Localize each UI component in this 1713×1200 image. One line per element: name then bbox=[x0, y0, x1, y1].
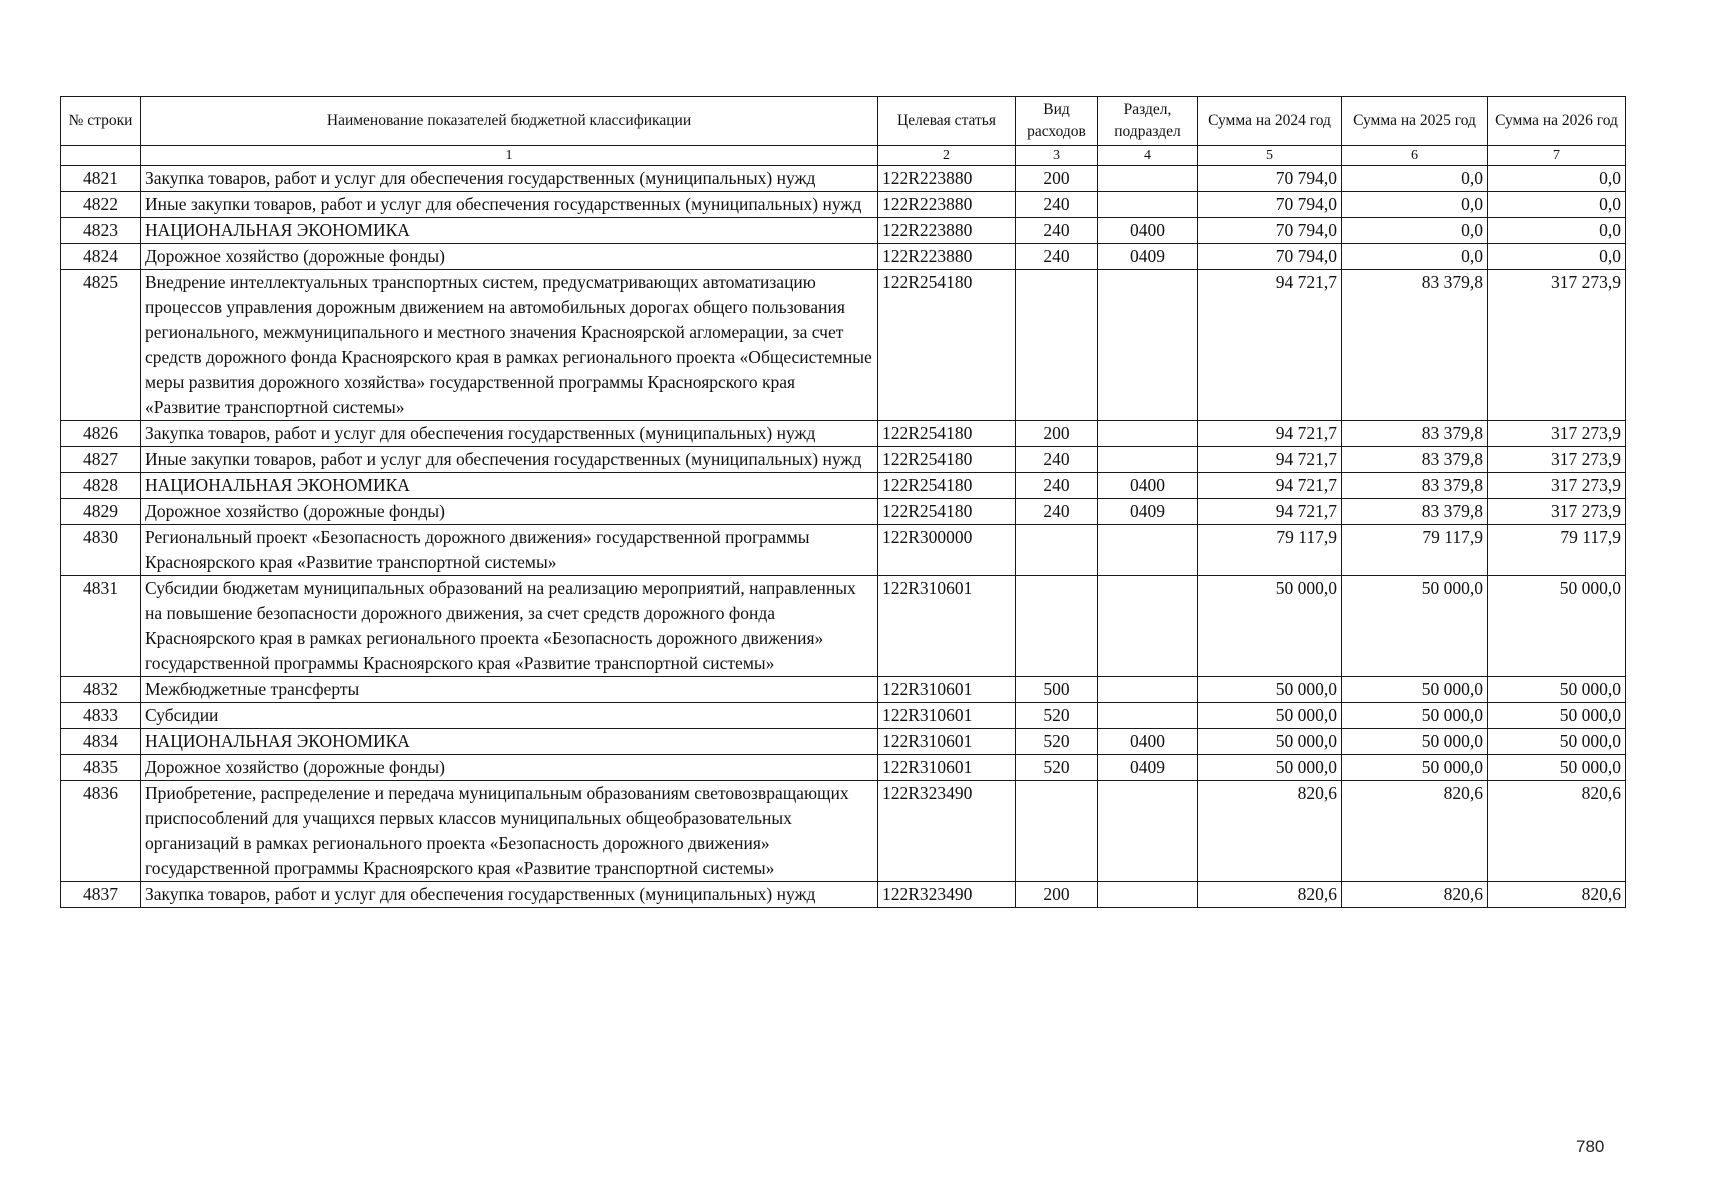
row-expense-kind bbox=[1016, 270, 1098, 421]
row-expense-kind bbox=[1016, 525, 1098, 576]
row-section bbox=[1098, 882, 1198, 908]
row-sum-2024: 820,6 bbox=[1198, 781, 1342, 882]
row-number: 4822 bbox=[61, 192, 141, 218]
row-section bbox=[1098, 576, 1198, 677]
row-sum-2026: 317 273,9 bbox=[1488, 447, 1626, 473]
row-number: 4824 bbox=[61, 244, 141, 270]
row-number: 4823 bbox=[61, 218, 141, 244]
row-sum-2026: 0,0 bbox=[1488, 218, 1626, 244]
row-sum-2026: 50 000,0 bbox=[1488, 729, 1626, 755]
header-kind: Вид расходов bbox=[1016, 97, 1098, 146]
row-sum-2025: 0,0 bbox=[1342, 244, 1488, 270]
row-target-code: 122R254180 bbox=[878, 499, 1016, 525]
row-sum-2025: 0,0 bbox=[1342, 192, 1488, 218]
row-name: НАЦИОНАЛЬНАЯ ЭКОНОМИКА bbox=[141, 473, 878, 499]
row-number: 4830 bbox=[61, 525, 141, 576]
row-section bbox=[1098, 421, 1198, 447]
row-sum-2025: 79 117,9 bbox=[1342, 525, 1488, 576]
row-number: 4826 bbox=[61, 421, 141, 447]
table-row bbox=[61, 473, 1626, 499]
row-expense-kind: 520 bbox=[1016, 755, 1098, 781]
row-sum-2025: 50 000,0 bbox=[1342, 677, 1488, 703]
row-sum-2024: 79 117,9 bbox=[1198, 525, 1342, 576]
row-name: Приобретение, распределение и передача муниципальным образованиям световозвращающих приспособлений для учащихся первых классов муниципальных общеобразовательных организаций в рамках регионального проекта «Безопасность дорожного движения» государственной программы Красноярского края «Развитие транспортной системы» bbox=[141, 781, 878, 882]
column-number-row bbox=[61, 146, 1626, 166]
column-number: 4 bbox=[1098, 146, 1198, 166]
row-target-code: 122R310601 bbox=[878, 703, 1016, 729]
table-row bbox=[61, 499, 1626, 525]
column-number: 5 bbox=[1198, 146, 1342, 166]
row-expense-kind: 240 bbox=[1016, 499, 1098, 525]
row-number: 4834 bbox=[61, 729, 141, 755]
header-section: Раздел, подраздел bbox=[1098, 97, 1198, 146]
column-number: 6 bbox=[1342, 146, 1488, 166]
row-section bbox=[1098, 447, 1198, 473]
row-target-code: 122R310601 bbox=[878, 755, 1016, 781]
row-expense-kind: 200 bbox=[1016, 421, 1098, 447]
row-expense-kind: 240 bbox=[1016, 218, 1098, 244]
table-row bbox=[61, 755, 1626, 781]
row-sum-2024: 70 794,0 bbox=[1198, 244, 1342, 270]
row-expense-kind: 520 bbox=[1016, 703, 1098, 729]
row-name: Закупка товаров, работ и услуг для обеспечения государственных (муниципальных) нужд bbox=[141, 421, 878, 447]
table-row bbox=[61, 166, 1626, 192]
row-expense-kind: 500 bbox=[1016, 677, 1098, 703]
row-sum-2025: 83 379,8 bbox=[1342, 421, 1488, 447]
row-expense-kind: 240 bbox=[1016, 192, 1098, 218]
row-target-code: 122R310601 bbox=[878, 677, 1016, 703]
table-row bbox=[61, 677, 1626, 703]
row-sum-2026: 820,6 bbox=[1488, 882, 1626, 908]
column-number: 2 bbox=[878, 146, 1016, 166]
row-sum-2025: 50 000,0 bbox=[1342, 576, 1488, 677]
row-sum-2024: 50 000,0 bbox=[1198, 755, 1342, 781]
table-row bbox=[61, 218, 1626, 244]
row-target-code: 122R254180 bbox=[878, 473, 1016, 499]
table-row bbox=[61, 729, 1626, 755]
row-section bbox=[1098, 703, 1198, 729]
row-target-code: 122R254180 bbox=[878, 270, 1016, 421]
header-sum-2026: Сумма на 2026 год bbox=[1488, 97, 1626, 146]
row-sum-2025: 50 000,0 bbox=[1342, 703, 1488, 729]
row-sum-2025: 50 000,0 bbox=[1342, 729, 1488, 755]
row-name: Субсидии бюджетам муниципальных образований на реализацию мероприятий, направленных на повышение безопасности дорожного движения, за счет средств дорожного фонда Красноярского края в рамках регионального проекта «Безопасность дорожного движения» государственной программы Красноярского края «Развитие транспортной системы» bbox=[141, 576, 878, 677]
row-sum-2024: 50 000,0 bbox=[1198, 677, 1342, 703]
row-sum-2024: 820,6 bbox=[1198, 882, 1342, 908]
row-name: Дорожное хозяйство (дорожные фонды) bbox=[141, 755, 878, 781]
table-row bbox=[61, 781, 1626, 882]
row-sum-2026: 317 273,9 bbox=[1488, 473, 1626, 499]
row-sum-2026: 0,0 bbox=[1488, 244, 1626, 270]
row-sum-2024: 94 721,7 bbox=[1198, 421, 1342, 447]
header-name: Наименование показателей бюджетной классификации bbox=[141, 97, 878, 146]
row-name: Субсидии bbox=[141, 703, 878, 729]
row-expense-kind: 240 bbox=[1016, 473, 1098, 499]
row-sum-2025: 83 379,8 bbox=[1342, 499, 1488, 525]
row-sum-2026: 50 000,0 bbox=[1488, 576, 1626, 677]
row-sum-2025: 83 379,8 bbox=[1342, 447, 1488, 473]
row-number: 4821 bbox=[61, 166, 141, 192]
row-section: 0409 bbox=[1098, 755, 1198, 781]
row-sum-2026: 317 273,9 bbox=[1488, 270, 1626, 421]
row-expense-kind bbox=[1016, 576, 1098, 677]
table-row bbox=[61, 192, 1626, 218]
row-name: Внедрение интеллектуальных транспортных систем, предусматривающих автоматизацию процессов управления дорожным движением на автомобильных дорогах общего пользования регионального, межмуниципального и местного значения Красноярской агломерации, за счет средств дорожного фонда Красноярского края в рамках регионального проекта «Общесистемные меры развития дорожного хозяйства» государственной программы Красноярского края «Развитие транспортной системы» bbox=[141, 270, 878, 421]
row-sum-2026: 50 000,0 bbox=[1488, 755, 1626, 781]
row-target-code: 122R223880 bbox=[878, 218, 1016, 244]
column-number: 3 bbox=[1016, 146, 1098, 166]
row-number: 4828 bbox=[61, 473, 141, 499]
table-row bbox=[61, 703, 1626, 729]
row-sum-2024: 94 721,7 bbox=[1198, 447, 1342, 473]
row-number: 4832 bbox=[61, 677, 141, 703]
header-row bbox=[61, 97, 1626, 146]
page-number: 780 bbox=[1576, 1137, 1605, 1156]
budget-table bbox=[60, 96, 1626, 908]
row-name: Региональный проект «Безопасность дорожного движения» государственной программы Красноярского края «Развитие транспортной системы» bbox=[141, 525, 878, 576]
row-sum-2025: 0,0 bbox=[1342, 218, 1488, 244]
table-body bbox=[61, 166, 1626, 908]
table-row bbox=[61, 882, 1626, 908]
table-row bbox=[61, 421, 1626, 447]
row-sum-2026: 0,0 bbox=[1488, 166, 1626, 192]
row-sum-2024: 50 000,0 bbox=[1198, 729, 1342, 755]
row-expense-kind: 240 bbox=[1016, 244, 1098, 270]
row-section: 0409 bbox=[1098, 244, 1198, 270]
row-number: 4837 bbox=[61, 882, 141, 908]
budget-sheet bbox=[60, 96, 1625, 908]
row-sum-2026: 79 117,9 bbox=[1488, 525, 1626, 576]
row-expense-kind: 200 bbox=[1016, 166, 1098, 192]
row-section bbox=[1098, 166, 1198, 192]
row-sum-2024: 70 794,0 bbox=[1198, 166, 1342, 192]
row-target-code: 122R300000 bbox=[878, 525, 1016, 576]
row-expense-kind bbox=[1016, 781, 1098, 882]
row-section bbox=[1098, 192, 1198, 218]
row-sum-2026: 50 000,0 bbox=[1488, 703, 1626, 729]
row-sum-2026: 820,6 bbox=[1488, 781, 1626, 882]
header-sum-2025: Сумма на 2025 год bbox=[1342, 97, 1488, 146]
row-section bbox=[1098, 270, 1198, 421]
row-sum-2025: 83 379,8 bbox=[1342, 473, 1488, 499]
row-number: 4836 bbox=[61, 781, 141, 882]
row-sum-2024: 94 721,7 bbox=[1198, 270, 1342, 421]
row-number: 4827 bbox=[61, 447, 141, 473]
row-sum-2024: 70 794,0 bbox=[1198, 218, 1342, 244]
row-section: 0400 bbox=[1098, 218, 1198, 244]
row-target-code: 122R254180 bbox=[878, 447, 1016, 473]
row-name: Иные закупки товаров, работ и услуг для обеспечения государственных (муниципальных) нужд bbox=[141, 447, 878, 473]
row-section: 0400 bbox=[1098, 473, 1198, 499]
table-row bbox=[61, 576, 1626, 677]
header-target: Целевая статья bbox=[878, 97, 1016, 146]
row-target-code: 122R323490 bbox=[878, 882, 1016, 908]
header-sum-2024: Сумма на 2024 год bbox=[1198, 97, 1342, 146]
table-row bbox=[61, 525, 1626, 576]
row-sum-2026: 0,0 bbox=[1488, 192, 1626, 218]
row-name: НАЦИОНАЛЬНАЯ ЭКОНОМИКА bbox=[141, 729, 878, 755]
row-section: 0400 bbox=[1098, 729, 1198, 755]
row-target-code: 122R223880 bbox=[878, 192, 1016, 218]
row-name: Закупка товаров, работ и услуг для обеспечения государственных (муниципальных) нужд bbox=[141, 882, 878, 908]
table-row bbox=[61, 244, 1626, 270]
row-sum-2025: 820,6 bbox=[1342, 882, 1488, 908]
row-sum-2024: 50 000,0 bbox=[1198, 703, 1342, 729]
row-expense-kind: 240 bbox=[1016, 447, 1098, 473]
row-target-code: 122R223880 bbox=[878, 244, 1016, 270]
row-name: Дорожное хозяйство (дорожные фонды) bbox=[141, 244, 878, 270]
row-number: 4833 bbox=[61, 703, 141, 729]
row-target-code: 122R310601 bbox=[878, 729, 1016, 755]
row-sum-2025: 83 379,8 bbox=[1342, 270, 1488, 421]
row-sum-2024: 70 794,0 bbox=[1198, 192, 1342, 218]
row-number: 4825 bbox=[61, 270, 141, 421]
row-name: Закупка товаров, работ и услуг для обеспечения государственных (муниципальных) нужд bbox=[141, 166, 878, 192]
row-target-code: 122R310601 bbox=[878, 576, 1016, 677]
row-section bbox=[1098, 525, 1198, 576]
row-sum-2025: 820,6 bbox=[1342, 781, 1488, 882]
column-number: 7 bbox=[1488, 146, 1626, 166]
row-sum-2025: 50 000,0 bbox=[1342, 755, 1488, 781]
row-number: 4831 bbox=[61, 576, 141, 677]
row-target-code: 122R254180 bbox=[878, 421, 1016, 447]
row-sum-2024: 50 000,0 bbox=[1198, 576, 1342, 677]
row-sum-2026: 50 000,0 bbox=[1488, 677, 1626, 703]
row-sum-2024: 94 721,7 bbox=[1198, 473, 1342, 499]
row-target-code: 122R323490 bbox=[878, 781, 1016, 882]
row-sum-2025: 0,0 bbox=[1342, 166, 1488, 192]
column-number: 1 bbox=[141, 146, 878, 166]
row-section: 0409 bbox=[1098, 499, 1198, 525]
row-expense-kind: 520 bbox=[1016, 729, 1098, 755]
table-row bbox=[61, 270, 1626, 421]
row-expense-kind: 200 bbox=[1016, 882, 1098, 908]
row-sum-2026: 317 273,9 bbox=[1488, 421, 1626, 447]
row-number: 4835 bbox=[61, 755, 141, 781]
row-target-code: 122R223880 bbox=[878, 166, 1016, 192]
row-section bbox=[1098, 677, 1198, 703]
column-number bbox=[61, 146, 141, 166]
row-name: НАЦИОНАЛЬНАЯ ЭКОНОМИКА bbox=[141, 218, 878, 244]
row-name: Дорожное хозяйство (дорожные фонды) bbox=[141, 499, 878, 525]
header-row-no: № строки bbox=[61, 97, 141, 146]
row-number: 4829 bbox=[61, 499, 141, 525]
table-row bbox=[61, 447, 1626, 473]
row-name: Межбюджетные трансферты bbox=[141, 677, 878, 703]
row-sum-2026: 317 273,9 bbox=[1488, 499, 1626, 525]
row-name: Иные закупки товаров, работ и услуг для обеспечения государственных (муниципальных) нужд bbox=[141, 192, 878, 218]
row-section bbox=[1098, 781, 1198, 882]
row-sum-2024: 94 721,7 bbox=[1198, 499, 1342, 525]
